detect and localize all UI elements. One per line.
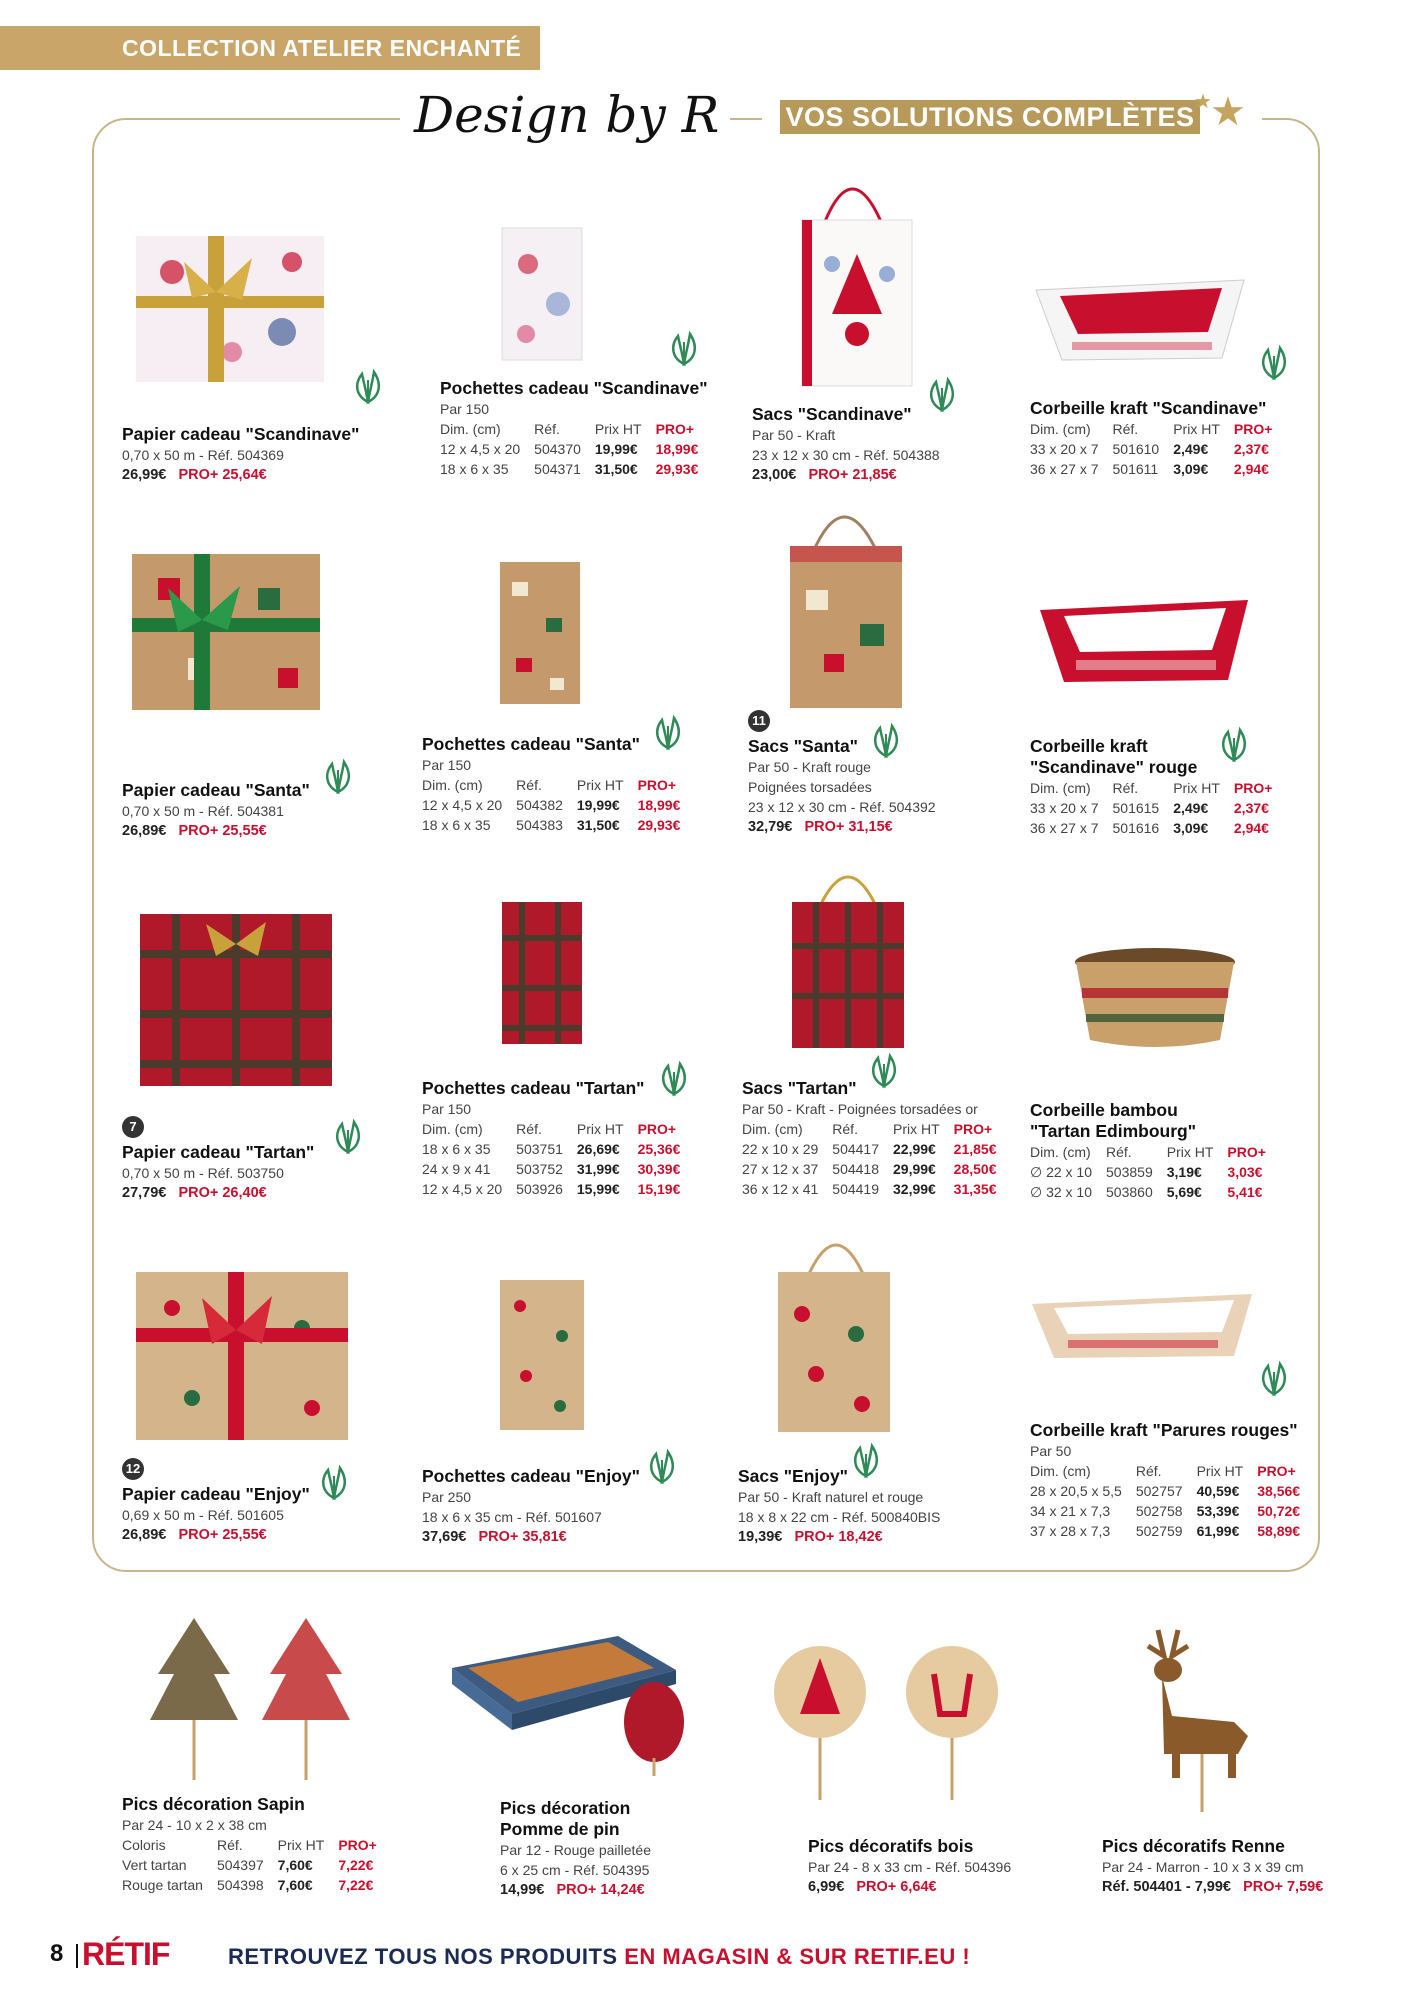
col-dim: Dim. (cm) bbox=[1030, 421, 1091, 437]
cell: 2,94€ bbox=[1233, 461, 1269, 477]
sacs-tartan-image bbox=[786, 856, 910, 1052]
pro-price: PRO+ 6,64€ bbox=[856, 1879, 937, 1895]
cell: 5,41€ bbox=[1227, 1184, 1263, 1200]
product-details: 0,69 x 50 m - Réf. 501605 bbox=[122, 1507, 284, 1523]
price-line bbox=[122, 465, 382, 485]
pics-pomme bbox=[500, 1798, 760, 1900]
col-pro: PRO+ bbox=[637, 1121, 677, 1137]
cell: 502757 bbox=[1135, 1483, 1183, 1499]
tagline-part-a: RETROUVEZ TOUS NOS PRODUITS bbox=[228, 1944, 625, 1969]
col-prix: Prix HT bbox=[594, 421, 642, 437]
sacs-enjoy-image bbox=[772, 1224, 896, 1436]
price: 6,99€ bbox=[808, 1879, 845, 1895]
pro-price: PRO+ 25,55€ bbox=[178, 823, 267, 839]
col-dim: Dim. (cm) bbox=[1030, 1144, 1091, 1160]
price-line bbox=[122, 821, 382, 841]
price: 14,99€ bbox=[500, 1882, 545, 1898]
col-pro: PRO+ bbox=[637, 777, 677, 793]
cell: 31,99€ bbox=[576, 1161, 620, 1177]
col-dim: Dim. (cm) bbox=[742, 1121, 803, 1137]
sacs-santa-image bbox=[784, 494, 908, 712]
table-row bbox=[1030, 1481, 1314, 1501]
product-name: Papier cadeau "Enjoy" bbox=[122, 1484, 310, 1504]
product-name: Corbeille kraft bbox=[1030, 736, 1148, 756]
cell: 22 x 10 x 29 bbox=[742, 1141, 819, 1157]
product-name: Pochettes cadeau "Scandinave" bbox=[440, 378, 708, 398]
table-row bbox=[1030, 439, 1286, 459]
corbeille-scandinave-rouge bbox=[1030, 736, 1310, 838]
cell: 12 x 4,5 x 20 bbox=[422, 797, 503, 813]
cell: 22,99€ bbox=[893, 1141, 936, 1157]
cell: 502759 bbox=[1135, 1523, 1183, 1539]
pro-price: PRO+ 18,42€ bbox=[794, 1529, 883, 1545]
col-pro: PRO+ bbox=[655, 421, 695, 437]
cell: 27 x 12 x 37 bbox=[742, 1161, 819, 1177]
product-details: Par 50 - Kraft naturel et rouge bbox=[738, 1489, 924, 1505]
cell: 503859 bbox=[1106, 1164, 1153, 1180]
product-name: Pochettes cadeau "Santa" bbox=[422, 734, 640, 754]
product-pack: Par 150 bbox=[422, 1101, 472, 1117]
spec-table bbox=[1030, 419, 1286, 479]
price-line bbox=[1102, 1877, 1382, 1897]
cell: 32,99€ bbox=[893, 1181, 936, 1197]
cell: 12 x 4,5 x 20 bbox=[440, 441, 521, 457]
cell: 25,36€ bbox=[637, 1141, 681, 1157]
product-name-2: "Scandinave" rouge bbox=[1030, 757, 1198, 777]
col-pro: PRO+ bbox=[953, 1121, 993, 1137]
eco-leaf-icon bbox=[348, 366, 388, 406]
price: 26,89€ bbox=[122, 823, 167, 839]
table-row bbox=[422, 815, 694, 835]
product-details: Par 50 - Kraft rouge bbox=[748, 759, 871, 775]
cell: 503751 bbox=[516, 1141, 563, 1157]
cell: Vert tartan bbox=[122, 1857, 187, 1873]
cell: 504418 bbox=[832, 1161, 879, 1177]
col-prix: Prix HT bbox=[576, 777, 624, 793]
cell: 28 x 20,5 x 5,5 bbox=[1030, 1483, 1122, 1499]
pochettes-scandinave bbox=[440, 378, 730, 479]
cell: 7,60€ bbox=[277, 1877, 313, 1893]
callout-badge: 11 bbox=[748, 710, 770, 732]
cell: 33 x 20 x 7 bbox=[1030, 800, 1099, 816]
cell: 40,59€ bbox=[1196, 1483, 1240, 1499]
cell: 2,49€ bbox=[1173, 800, 1209, 816]
design-by-logo bbox=[400, 82, 730, 160]
product-name: Sacs "Enjoy" bbox=[738, 1466, 848, 1486]
design-by-text: Design by R bbox=[414, 86, 720, 144]
spec-table bbox=[1030, 778, 1286, 838]
cell: 38,56€ bbox=[1257, 1483, 1301, 1499]
pics-pomme-image bbox=[448, 1618, 696, 1778]
pics-bois-image bbox=[764, 1644, 1034, 1804]
price: 19,39€ bbox=[738, 1529, 783, 1545]
cell: 504371 bbox=[534, 461, 581, 477]
table-row bbox=[422, 1159, 694, 1179]
col-prix: Prix HT bbox=[1196, 1463, 1244, 1479]
cell: 36 x 27 x 7 bbox=[1030, 461, 1099, 477]
cell: 501615 bbox=[1112, 800, 1160, 816]
price: 37,69€ bbox=[422, 1529, 467, 1545]
cell: 504419 bbox=[832, 1181, 879, 1197]
col-colors: Coloris bbox=[122, 1837, 166, 1853]
cell: 61,99€ bbox=[1196, 1523, 1240, 1539]
cell: 12 x 4,5 x 20 bbox=[422, 1181, 503, 1197]
pics-renne bbox=[1102, 1836, 1382, 1897]
sacs-enjoy bbox=[738, 1466, 1018, 1547]
corbeille-parures bbox=[1030, 1420, 1320, 1541]
cell: 21,85€ bbox=[953, 1141, 997, 1157]
product-name: Pics décoratifs Renne bbox=[1102, 1836, 1285, 1856]
cell: 53,39€ bbox=[1196, 1503, 1240, 1519]
cell: 18,99€ bbox=[637, 797, 681, 813]
cell: 36 x 27 x 7 bbox=[1030, 820, 1099, 836]
cell: 504397 bbox=[216, 1857, 264, 1873]
product-name: Sacs "Santa" bbox=[748, 736, 858, 756]
price-line bbox=[500, 1880, 760, 1900]
table-row bbox=[1030, 818, 1286, 838]
cell: 5,69€ bbox=[1166, 1184, 1202, 1200]
callout-badge: 12 bbox=[122, 1458, 144, 1480]
product-name: Pics décoration Sapin bbox=[122, 1794, 305, 1814]
cell: 503926 bbox=[516, 1181, 563, 1197]
cell: 58,89€ bbox=[1257, 1523, 1301, 1539]
cell: 24 x 9 x 41 bbox=[422, 1161, 491, 1177]
cell: 7,60€ bbox=[277, 1857, 313, 1873]
cell: 3,03€ bbox=[1227, 1164, 1263, 1180]
product-details: Par 24 - 10 x 2 x 38 cm bbox=[122, 1817, 267, 1833]
spec-table bbox=[122, 1835, 391, 1895]
corbeille-scandinave bbox=[1030, 398, 1310, 479]
cell: 504382 bbox=[516, 797, 563, 813]
cell: 504398 bbox=[216, 1877, 264, 1893]
cell: ∅ 32 x 10 bbox=[1030, 1184, 1093, 1200]
cell: 501610 bbox=[1112, 441, 1160, 457]
col-pro: PRO+ bbox=[338, 1837, 377, 1853]
cell: 7,22€ bbox=[338, 1857, 374, 1873]
product-details: 6 x 25 cm - Réf. 504395 bbox=[500, 1862, 650, 1878]
cell: 29,93€ bbox=[655, 461, 699, 477]
cell: 31,50€ bbox=[594, 461, 638, 477]
product-name: Pochettes cadeau "Enjoy" bbox=[422, 1466, 640, 1486]
pochettes-scandinave-image bbox=[498, 224, 586, 364]
pics-renne-image bbox=[1128, 1626, 1258, 1816]
col-dim: Dim. (cm) bbox=[1030, 780, 1091, 796]
pro-price: PRO+ 7,59€ bbox=[1243, 1879, 1324, 1895]
product-name: Pochettes cadeau "Tartan" bbox=[422, 1078, 645, 1098]
table-row bbox=[742, 1139, 1011, 1159]
col-pro: PRO+ bbox=[1257, 1463, 1296, 1479]
cell: 2,37€ bbox=[1233, 441, 1269, 457]
pics-sapin-image bbox=[146, 1614, 366, 1784]
pochettes-tartan-image bbox=[498, 898, 586, 1048]
sacs-scandinave bbox=[752, 404, 1012, 485]
corbeille-scandinave-rouge-image bbox=[1036, 584, 1252, 686]
col-prix: Prix HT bbox=[1166, 1144, 1214, 1160]
product-details: Par 12 - Rouge pailletée bbox=[500, 1842, 651, 1858]
price-line bbox=[122, 1183, 382, 1203]
price: 32,79€ bbox=[748, 819, 793, 835]
cell: 18 x 6 x 35 bbox=[422, 817, 491, 833]
cell: 503860 bbox=[1106, 1184, 1153, 1200]
col-pro: PRO+ bbox=[1233, 780, 1273, 796]
col-prix: Prix HT bbox=[576, 1121, 624, 1137]
cell: 18 x 6 x 35 bbox=[440, 461, 509, 477]
eco-leaf-icon bbox=[1254, 342, 1294, 382]
product-pack: Par 150 bbox=[440, 401, 490, 417]
table-row bbox=[1030, 1182, 1280, 1202]
papier-enjoy bbox=[122, 1458, 382, 1545]
spec-table bbox=[1030, 1461, 1314, 1541]
pro-price: PRO+ 21,85€ bbox=[808, 467, 897, 483]
pro-price: PRO+ 31,15€ bbox=[804, 819, 893, 835]
table-row bbox=[422, 1139, 694, 1159]
col-ref: Réf. bbox=[516, 777, 542, 793]
table-row bbox=[1030, 1501, 1314, 1521]
product-name: Sacs "Tartan" bbox=[742, 1078, 857, 1098]
col-dim: Dim. (cm) bbox=[440, 421, 501, 437]
cell: 31,50€ bbox=[576, 817, 620, 833]
sacs-tartan bbox=[742, 1078, 1022, 1199]
cell: 503752 bbox=[516, 1161, 563, 1177]
cell: 19,99€ bbox=[576, 797, 620, 813]
papier-scandinave bbox=[122, 424, 382, 485]
cell: 502758 bbox=[1135, 1503, 1183, 1519]
footer-tagline bbox=[228, 1944, 970, 1970]
table-row bbox=[742, 1159, 1011, 1179]
product-details: 23 x 12 x 30 cm - Réf. 504392 bbox=[748, 799, 936, 815]
product-details: Par 24 - Marron - 10 x 3 x 39 cm bbox=[1102, 1859, 1304, 1875]
spec-table bbox=[422, 775, 694, 835]
callout-badge: 7 bbox=[122, 1116, 144, 1138]
cell: 501616 bbox=[1112, 820, 1160, 836]
cell: 18,99€ bbox=[655, 441, 699, 457]
cell: 31,35€ bbox=[953, 1181, 997, 1197]
table-row bbox=[440, 459, 712, 479]
papier-enjoy-image bbox=[132, 1268, 352, 1444]
cell: 26,69€ bbox=[576, 1141, 620, 1157]
product-details: Par 250 bbox=[422, 1489, 472, 1505]
product-details: 0,70 x 50 m - Réf. 503750 bbox=[122, 1165, 284, 1181]
col-prix: Prix HT bbox=[893, 1121, 940, 1137]
price: 26,89€ bbox=[122, 1527, 167, 1543]
cell: 3,09€ bbox=[1173, 461, 1209, 477]
cell: 501611 bbox=[1112, 461, 1159, 477]
pro-price: PRO+ 25,64€ bbox=[178, 467, 267, 483]
col-dim: Dim. (cm) bbox=[1030, 1463, 1091, 1479]
cell: 34 x 21 x 7,3 bbox=[1030, 1503, 1111, 1519]
col-ref: Réf. bbox=[516, 1121, 542, 1137]
cell: 28,50€ bbox=[953, 1161, 997, 1177]
table-row bbox=[1030, 459, 1286, 479]
table-row bbox=[422, 1179, 694, 1199]
pochettes-santa bbox=[422, 734, 712, 835]
col-prix: Prix HT bbox=[1173, 780, 1220, 796]
product-name: Pics décoration bbox=[500, 1798, 631, 1818]
col-ref: Réf. bbox=[216, 1837, 243, 1853]
pics-bois bbox=[808, 1836, 1068, 1897]
product-name-2: "Tartan Edimbourg" bbox=[1030, 1121, 1196, 1141]
cell: 504383 bbox=[516, 817, 563, 833]
corbeille-scandinave-image bbox=[1032, 262, 1248, 364]
eco-leaf-icon bbox=[866, 720, 906, 760]
product-name: Papier cadeau "Santa" bbox=[122, 780, 310, 800]
corbeille-bambou bbox=[1030, 1100, 1310, 1202]
price-line bbox=[748, 817, 1018, 837]
pro-price: PRO+ 25,55€ bbox=[178, 1527, 267, 1543]
spec-table bbox=[742, 1119, 1011, 1199]
spec-table bbox=[422, 1119, 694, 1199]
price-line bbox=[752, 465, 1012, 485]
cell: 30,39€ bbox=[637, 1161, 681, 1177]
papier-tartan-image bbox=[136, 904, 336, 1090]
table-row bbox=[1030, 1521, 1314, 1541]
col-prix: Prix HT bbox=[277, 1837, 325, 1853]
col-prix: Prix HT bbox=[1173, 421, 1220, 437]
product-name: Papier cadeau "Scandinave" bbox=[122, 424, 360, 444]
corbeille-parures-image bbox=[1028, 1284, 1256, 1360]
price: 23,00€ bbox=[752, 467, 797, 483]
pro-price: PRO+ 26,40€ bbox=[178, 1185, 267, 1201]
cell: Rouge tartan bbox=[122, 1877, 203, 1893]
solutions-header: VOS SOLUTIONS COMPLÈTES ★ ★ bbox=[762, 96, 1262, 140]
corbeille-bambou-image bbox=[1070, 944, 1240, 1054]
product-details: Par 24 - 8 x 33 cm - Réf. 504396 bbox=[808, 1859, 1012, 1875]
cell: 2,49€ bbox=[1173, 441, 1209, 457]
product-details: 18 x 8 x 22 cm - Réf. 500840BIS bbox=[738, 1509, 941, 1525]
product-details: Poignées torsadées bbox=[748, 779, 872, 795]
page-number: 8 bbox=[50, 1940, 64, 1967]
table-row bbox=[122, 1875, 391, 1895]
table-row bbox=[440, 439, 712, 459]
papier-tartan bbox=[122, 1116, 382, 1203]
eco-leaf-icon bbox=[664, 328, 704, 368]
price: 27,79€ bbox=[122, 1185, 167, 1201]
table-row bbox=[1030, 798, 1286, 818]
cell: 504370 bbox=[534, 441, 581, 457]
spec-table bbox=[440, 419, 712, 479]
product-name: Corbeille kraft "Parures rouges" bbox=[1030, 1420, 1298, 1440]
price-line bbox=[422, 1527, 712, 1547]
col-ref: Réf. bbox=[1135, 1463, 1162, 1479]
product-name: Corbeille bambou bbox=[1030, 1100, 1178, 1120]
pochettes-enjoy bbox=[422, 1466, 712, 1547]
cell: 36 x 12 x 41 bbox=[742, 1181, 819, 1197]
pochettes-tartan bbox=[422, 1078, 722, 1199]
table-row bbox=[1030, 1162, 1280, 1182]
cell: 18 x 6 x 35 bbox=[422, 1141, 491, 1157]
product-pack: Par 50 bbox=[1030, 1443, 1072, 1459]
product-pack: Par 150 bbox=[422, 757, 472, 773]
tagline-part-b: EN MAGASIN & SUR RETIF.EU ! bbox=[624, 1944, 971, 1969]
spec-table bbox=[1030, 1142, 1280, 1202]
solutions-label: VOS SOLUTIONS COMPLÈTES bbox=[780, 100, 1200, 134]
col-dim: Dim. (cm) bbox=[422, 1121, 483, 1137]
table-row bbox=[742, 1179, 1011, 1199]
product-details: Par 50 - Kraft bbox=[752, 427, 836, 443]
cell: 3,09€ bbox=[1173, 820, 1209, 836]
cell: 7,22€ bbox=[338, 1877, 374, 1893]
product-name: Papier cadeau "Tartan" bbox=[122, 1142, 315, 1162]
cell: 50,72€ bbox=[1257, 1503, 1301, 1519]
pochettes-santa-image bbox=[496, 558, 584, 708]
col-dim: Dim. (cm) bbox=[422, 777, 483, 793]
col-ref: Réf. bbox=[534, 421, 560, 437]
product-details: 0,70 x 50 m - Réf. 504369 bbox=[122, 447, 284, 463]
divider bbox=[76, 1944, 78, 1968]
cell: 15,19€ bbox=[637, 1181, 681, 1197]
pics-sapin bbox=[122, 1794, 402, 1895]
col-ref: Réf. bbox=[1106, 1144, 1132, 1160]
price: 26,99€ bbox=[122, 467, 167, 483]
cell: 3,19€ bbox=[1166, 1164, 1202, 1180]
brand-logo: RÉTIF bbox=[82, 1936, 170, 1972]
sacs-scandinave-image bbox=[792, 164, 918, 390]
cell: 504417 bbox=[832, 1141, 879, 1157]
cell: ∅ 22 x 10 bbox=[1030, 1164, 1093, 1180]
product-details: 18 x 6 x 35 cm - Réf. 501607 bbox=[422, 1509, 602, 1525]
collection-banner: COLLECTION ATELIER ENCHANTÉ bbox=[0, 26, 540, 70]
table-row bbox=[122, 1855, 391, 1875]
papier-santa bbox=[122, 780, 382, 841]
product-name: Corbeille kraft "Scandinave" bbox=[1030, 398, 1267, 418]
price-line bbox=[738, 1527, 1018, 1547]
cell: 33 x 20 x 7 bbox=[1030, 441, 1099, 457]
pro-price: PRO+ 14,24€ bbox=[556, 1882, 645, 1898]
price-line bbox=[808, 1877, 1068, 1897]
product-name: Sacs "Scandinave" bbox=[752, 404, 912, 424]
product-name-2: Pomme de pin bbox=[500, 1819, 620, 1839]
pro-price: PRO+ 35,81€ bbox=[478, 1529, 567, 1545]
pochettes-enjoy-image bbox=[496, 1276, 588, 1434]
ref-price: Réf. 504401 - 7,99€ bbox=[1102, 1879, 1231, 1895]
cell: 15,99€ bbox=[576, 1181, 620, 1197]
price-line bbox=[122, 1525, 382, 1545]
eco-leaf-icon bbox=[1254, 1358, 1294, 1398]
cell: 29,99€ bbox=[893, 1161, 936, 1177]
product-name: Pics décoratifs bois bbox=[808, 1836, 974, 1856]
col-ref: Réf. bbox=[1112, 421, 1139, 437]
cell: 19,99€ bbox=[594, 441, 638, 457]
cell: 2,94€ bbox=[1233, 820, 1269, 836]
footer bbox=[50, 1936, 1390, 1976]
papier-scandinave-image bbox=[132, 222, 328, 386]
col-ref: Réf. bbox=[832, 1121, 858, 1137]
product-pack: Par 50 - Kraft - Poignées torsadées or bbox=[742, 1101, 978, 1117]
col-pro: PRO+ bbox=[1233, 421, 1273, 437]
cell: 37 x 28 x 7,3 bbox=[1030, 1523, 1111, 1539]
col-pro: PRO+ bbox=[1227, 1144, 1266, 1160]
product-details: 23 x 12 x 30 cm - Réf. 504388 bbox=[752, 447, 940, 463]
col-ref: Réf. bbox=[1112, 780, 1139, 796]
product-details: 0,70 x 50 m - Réf. 504381 bbox=[122, 803, 284, 819]
cell: 29,93€ bbox=[637, 817, 681, 833]
cell: 2,37€ bbox=[1233, 800, 1269, 816]
papier-santa-image bbox=[128, 548, 324, 714]
table-row bbox=[422, 795, 694, 815]
